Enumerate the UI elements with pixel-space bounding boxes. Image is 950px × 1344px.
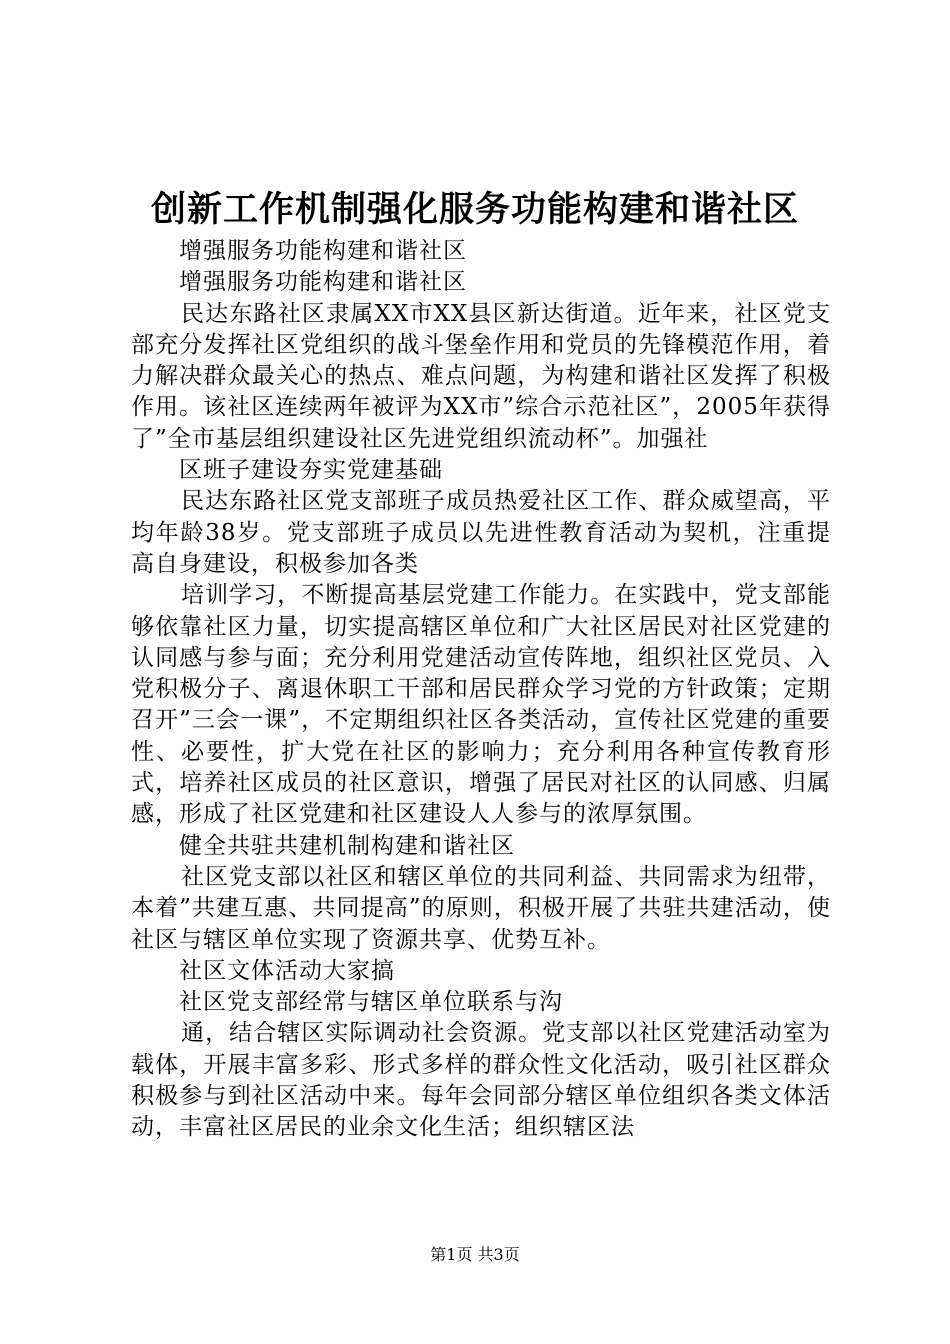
- body-paragraph: 社区党支部以社区和辖区单位的共同利益、共同需求为纽带，本着”共建互惠、共同提高”的原则，积极开展了共驻共建活动，使社区与辖区单位实现了资源共享、优势互补。: [131, 863, 831, 953]
- document-title: 创新工作机制强化服务功能构建和谐社区: [150, 189, 799, 230]
- body-paragraph: 培训学习，不断提高基层党建工作能力。在实践中，党支部能够依靠社区力量，切实提高辖区单位和广大社区居民对社区党建的认同感与参与面；充分利用党建活动宣传阵地，组织社区党员、入党积极分子、离退休职工干部和居民群众学习党的方针政策；定期召开”三会一课”，不定期组织社区各类活动，宣传社区党建的重要性、必要性，扩大党在社区的影响力；充分利用各种宣传教育形式，培养社区成员的社区意识，增强了居民对社区的认同感、归属感，形成了社区党建和社区建设人人参与的浓厚氛围。: [131, 582, 831, 828]
- section-heading: 增强服务功能构建和谐社区: [179, 238, 467, 264]
- document-body: [131, 236, 831, 1144]
- section-heading: 社区党支部经常与辖区单位联系与沟: [179, 989, 563, 1016]
- body-paragraph: 民达东路社区隶属XX市XX县区新达街道。近年来，社区党支部充分发挥社区党组织的战斗堡垒作用和党员的先锋模范作用，着力解决群众最关心的热点、难点问题，为构建和谐社区发挥了积极作用。该社区连续两年被评为XX市”综合示范社区”，2005年获得了”全市基层组织建设社区先进党组织流动杯”。加强社: [131, 300, 831, 452]
- section-heading: 增强服务功能构建和谐社区: [179, 269, 467, 296]
- body-paragraph: 通，结合辖区实际调动社会资源。党支部以社区党建活动室为载体，开展丰富多彩、形式多样的群众性文化活动，吸引社区群众积极参与到社区活动中来。每年会同部分辖区单位组织各类文体活动，丰富社区居民的业余文化生活；组织辖区法: [131, 1020, 831, 1141]
- section-heading: 健全共驻共建机制构建和谐社区: [179, 832, 515, 859]
- page-number-footer: 第1页 共3页: [430, 1245, 520, 1264]
- body-paragraph: 民达东路社区党支部班子成员热爱社区工作、群众威望高，平均年龄38岁。党支部班子成员以先进性教育活动为契机，注重提高自身建设，积极参加各类: [131, 488, 831, 577]
- section-heading: 区班子建设夯实党建基础: [179, 457, 443, 484]
- section-heading: 社区文体活动大家搞: [179, 957, 395, 984]
